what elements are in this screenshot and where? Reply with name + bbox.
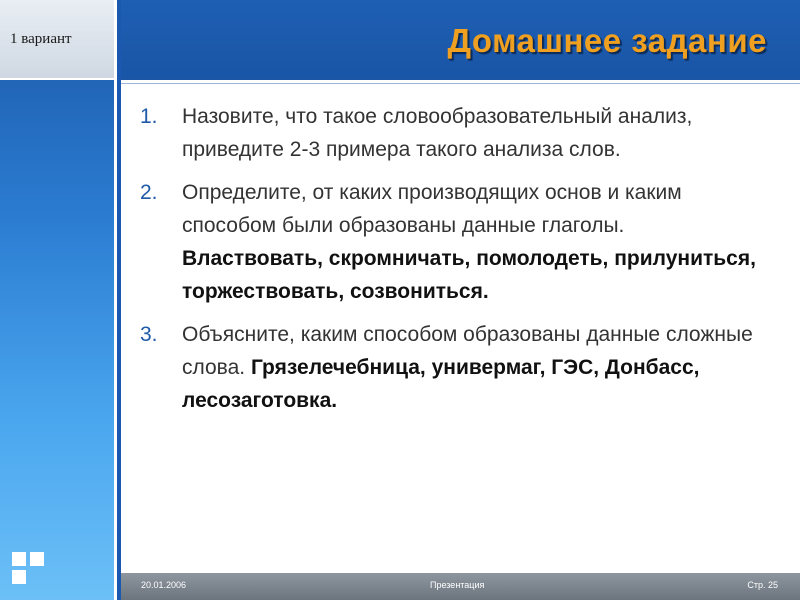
item-text <box>182 318 780 417</box>
item-text <box>182 100 780 166</box>
item-body: Определите, от каких производящих основ и каким способом были образованы данные глаголы. <box>182 181 682 237</box>
footer-title: Презентация <box>430 580 485 590</box>
sidebar-divider-accent <box>117 0 121 600</box>
item-bold-words: Грязелечебница, универмаг, ГЭС, Донбасс, лесозаготовка. <box>182 356 700 412</box>
footer-date: 20.01.2006 <box>141 580 187 590</box>
task-list <box>140 100 780 427</box>
item-number: 1. <box>140 105 158 128</box>
item-text <box>182 176 780 308</box>
item-bold-words: Властвовать, скромничать, помолодеть, прилуниться, торжествовать, созвониться. <box>182 247 756 303</box>
slide-title: Домашнее задание <box>447 22 767 59</box>
sidebar <box>0 0 114 600</box>
logo-squares-icon <box>12 552 52 592</box>
item-number: 3. <box>140 323 158 346</box>
item-body: Назовите, что такое словообразовательный анализ, приведите 2-3 примера такого анализа слов. <box>182 105 693 161</box>
page-number: Стр. 25 <box>747 580 778 590</box>
list-item <box>140 176 780 308</box>
variant-box <box>0 0 114 80</box>
footer-bar <box>121 573 800 600</box>
header-underline-shadow <box>121 83 800 84</box>
list-item <box>140 100 780 166</box>
list-item <box>140 318 780 417</box>
item-body: Объясните, каким способом образованы данные сложные слова. <box>182 323 753 379</box>
header-bar <box>121 0 800 80</box>
variant-label: 1 вариант <box>10 31 72 47</box>
item-number: 2. <box>140 181 158 204</box>
